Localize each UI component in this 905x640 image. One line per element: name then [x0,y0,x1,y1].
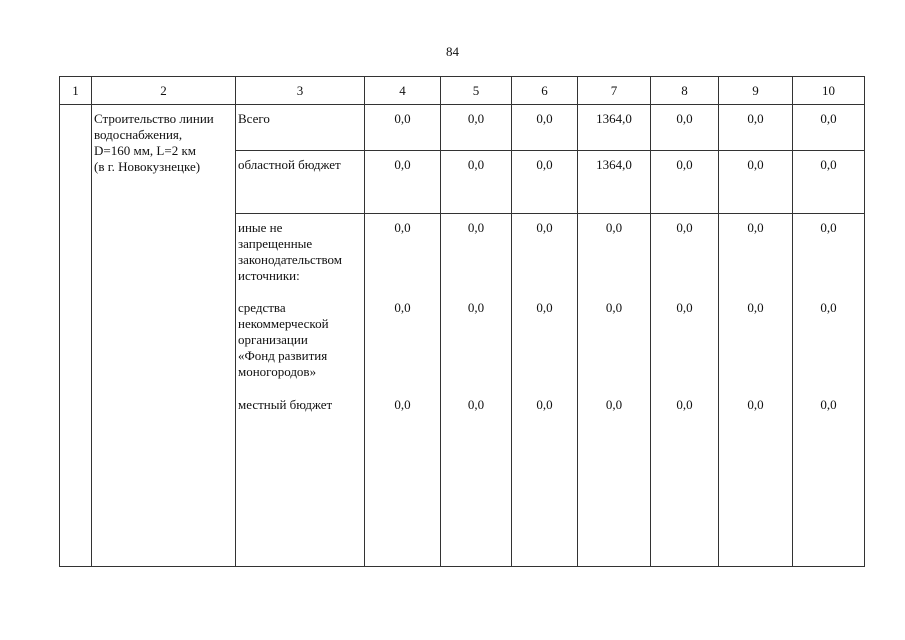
value: 0,0 [676,300,693,315]
project-name-line: (в г. Новокузнецке) [94,159,201,174]
value: 0,0 [747,220,764,235]
header-cell-5: 5 [441,77,512,105]
value-cell-stack [578,214,651,567]
value-cell: 0,0 [719,105,793,151]
table-row-total [60,105,865,151]
value: 0,0 [467,220,485,235]
value: 0,0 [394,300,411,315]
value-cell-stack [793,214,865,567]
value: 0,0 [467,300,485,315]
value-cell: 0,0 [719,151,793,214]
budget-table [59,76,865,567]
value-cell: 0,0 [512,151,578,214]
header-cell-3: 3 [236,77,365,105]
value: 0,0 [820,397,837,412]
header-cell-9: 9 [719,77,793,105]
header-cell-6: 6 [512,77,578,105]
header-cell-8: 8 [651,77,719,105]
value-cell: 0,0 [512,105,578,151]
source-label: запрещенные [238,236,313,251]
source-label: «Фонд развития [238,348,328,363]
project-name-line: Строительство линии [94,111,214,126]
source-label: источники: [238,268,300,283]
value: 0,0 [536,300,553,315]
source-cell-other [236,214,365,567]
value: 0,0 [747,397,764,412]
source-label: средства [238,300,286,315]
header-cell-4: 4 [365,77,441,105]
value: 0,0 [394,397,411,412]
header-row [60,77,865,105]
project-name-cell [92,105,236,567]
value-cell-stack [651,214,719,567]
value-cell: 0,0 [441,151,512,214]
value-cell: 0,0 [365,105,441,151]
row-number-cell [60,105,92,567]
value: 0,0 [467,397,485,412]
value: 0,0 [394,220,411,235]
source-label: местный бюджет [238,397,333,412]
header-cell-2: 2 [92,77,236,105]
value-cell-stack [365,214,441,567]
header-cell-7: 7 [578,77,651,105]
project-name-line: D=160 мм, L=2 км [94,143,196,158]
source-block-other [238,220,362,300]
source-block-nko [238,300,362,397]
value: 0,0 [605,397,623,412]
source-label: областной бюджет [238,157,341,172]
value: 0,0 [676,220,693,235]
value-cell: 0,0 [651,151,719,214]
value: 0,0 [536,220,553,235]
value-cell-stack [441,214,512,567]
value-cell: 0,0 [651,105,719,151]
value: 0,0 [605,300,623,315]
header-cell-1: 1 [60,77,92,105]
value: 0,0 [820,220,837,235]
source-label: иные не [238,220,283,235]
value: 0,0 [605,220,623,235]
value: 0,0 [747,300,764,315]
source-label: организации [238,332,308,347]
value-cell-stack [719,214,793,567]
page-number: 84 [446,44,459,59]
value: 0,0 [536,397,553,412]
value-cell: 1364,0 [578,151,651,214]
value: 0,0 [820,300,837,315]
source-label: моногородов» [238,364,317,379]
project-name-line: водоснабжения, [94,127,183,142]
source-block-local [238,397,362,417]
value-cell: 0,0 [441,105,512,151]
source-label: законодательством [238,252,343,267]
header-cell-10: 10 [793,77,865,105]
source-label: некоммерческой [238,316,329,331]
source-cell-total [236,105,365,151]
value-cell-stack [512,214,578,567]
source-cell-regional [236,151,365,214]
value-cell: 0,0 [793,105,865,151]
value: 0,0 [676,397,693,412]
source-label: Всего [238,111,270,126]
value-cell: 1364,0 [578,105,651,151]
value-cell: 0,0 [365,151,441,214]
value-cell: 0,0 [793,151,865,214]
